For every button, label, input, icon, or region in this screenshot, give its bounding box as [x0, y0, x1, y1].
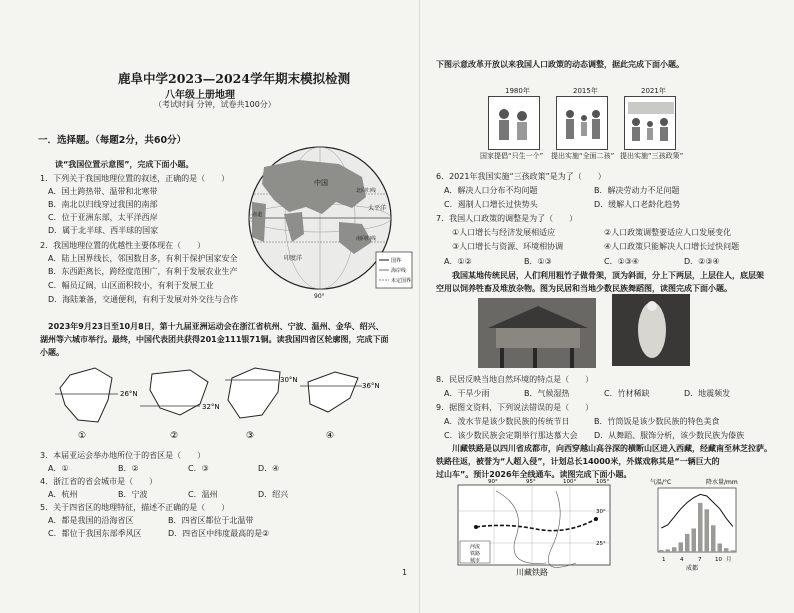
x-tick-label: 1	[662, 557, 666, 563]
x-unit-label: 月	[726, 557, 732, 563]
globe-label-equator: 赤道	[252, 212, 263, 218]
option-c[interactable]: C．幅员辽阔，山区面积较小，有利于发展工业	[48, 281, 214, 290]
option-a[interactable]: A．干旱少雨	[444, 389, 490, 398]
intro-text: 空用以饲养牲畜及堆放杂物。图为民居和当地少数民族舞蹈图，读图完成下面小题。	[436, 284, 732, 293]
railway-lon-label: 100°	[563, 479, 577, 485]
chart-plot-area	[658, 488, 736, 552]
globe-map	[244, 142, 414, 300]
policy-caption-1980: 国家提倡“只生一个”	[480, 152, 544, 160]
option-c[interactable]: C．该少数民族会定期举行那达慕大会	[444, 431, 578, 440]
option-d[interactable]: D．四省区中纬度最高的是②	[168, 529, 270, 538]
globe-label-china: 中国	[314, 179, 328, 187]
precip-bar	[692, 529, 697, 553]
climate-city-label: 成都	[686, 565, 699, 572]
railway-lon-label: 105°	[596, 479, 610, 485]
option-b[interactable]: B．竹筒饭是该少数民族的特色美食	[594, 417, 720, 426]
intro-text: 川藏铁路是以四川省成都市，向西穿越山高谷深的横断山区进入西藏，经藏南至林芝拉萨。	[452, 444, 772, 453]
statement-2: ②人口政策调整要适应人口发展变化	[604, 228, 732, 237]
railway-lon-label: 90°	[488, 479, 498, 485]
exam-info: （考试时间 分钟，试卷共100分）	[154, 100, 276, 109]
legend-city: 城市	[470, 558, 481, 564]
section-heading: 一．选择题。（每题2分，共60分）	[38, 135, 187, 146]
question-stem: 7．我国人口政策的调整是为了（ ）	[436, 214, 578, 223]
legend-undefined-border: 未定国界	[391, 278, 412, 284]
precip-bar	[685, 534, 690, 552]
precip-bar	[698, 503, 703, 552]
statement-1: ①人口增长与经济发展相适应	[452, 228, 556, 237]
legend-river: 河流	[470, 544, 481, 550]
railway-lat-label: 25°	[596, 541, 606, 547]
lat-label-30n: 30°N	[280, 376, 298, 384]
option-b[interactable]: B．四省区都位于北温带	[168, 516, 254, 525]
globe-label-indian: 印度洋	[284, 255, 303, 262]
option-b[interactable]: B．气候湿热	[524, 389, 570, 398]
option-a[interactable]: A．都是我国的沿海省区	[48, 516, 134, 525]
dancer-photo	[612, 294, 690, 366]
option-d[interactable]: D．绍兴	[258, 490, 289, 499]
option-d[interactable]: D．地震频发	[684, 389, 731, 398]
page-divider	[419, 0, 420, 613]
province-outlines	[40, 360, 380, 442]
lat-label-32n: 32°N	[202, 403, 220, 411]
precip-bar	[705, 509, 710, 552]
intro-text: 过山车”。预计2026年全线通车。读图完成下面小题。	[436, 470, 632, 479]
precip-bar	[718, 544, 723, 553]
stilt-house-photo	[478, 298, 596, 368]
lat-label-36n: 36°N	[362, 382, 380, 390]
question-stem: 3．本届亚运会举办地所位于的省区是（ ）	[40, 451, 206, 460]
question-stem: 6．2021年我国实施“三孩政策”是为了（ ）	[436, 172, 606, 181]
option-a[interactable]: A．泼水节是该少数民族的传统节日	[444, 417, 570, 426]
option-d[interactable]: D．属于北半球、西半球的国家	[48, 226, 159, 235]
railway-lat-label: 30°	[596, 509, 606, 515]
question-stem: 2．我国地理位置的优越性主要体现在（ ）	[40, 241, 206, 250]
intro-text: 2023年9月23日至10月8日，第十九届亚洲运动会在浙江省杭州、宁波、温州、金华、绍兴、	[48, 322, 384, 331]
exam-subtitle: 八年级上册地理	[165, 90, 235, 101]
option-a[interactable]: A．杭州	[48, 490, 78, 499]
statement-3: ③人口增长与资源、环境相协调	[452, 242, 564, 251]
precip-bar	[659, 550, 664, 552]
option-b[interactable]: B．②	[118, 464, 139, 473]
option-c[interactable]: C．①③④	[604, 257, 640, 266]
intro-text: 铁路往返，被誉为“人超入侵”，计划总长14000米，外媒戏称其是“一辆巨大的	[436, 457, 720, 466]
option-c[interactable]: C．都位于我国东部季风区	[48, 529, 142, 538]
policy-caption-2015: 提出实施“全面二孩”	[551, 152, 615, 160]
option-a[interactable]: A．陆上国界线长，邻国数目多，有利于保护国家安全	[48, 254, 238, 263]
province-number-4: ④	[326, 431, 335, 441]
exam-title: 鹿阜中学2023—2024学年期末模拟检测	[118, 71, 351, 86]
option-a[interactable]: A．①	[48, 464, 69, 473]
option-c[interactable]: C．竹材稀缺	[604, 389, 650, 398]
temp-axis-label: 气温/°C	[650, 479, 672, 486]
intro-text: 读“我国位置示意图”，完成下面小题。	[55, 160, 194, 169]
option-b[interactable]: B．宁波	[118, 490, 148, 499]
province-number-1: ①	[78, 431, 87, 441]
legend-border: 国界	[391, 258, 402, 264]
policy-figures	[488, 96, 678, 150]
railway-map	[456, 477, 616, 579]
intro-text: 下图示意改革开放以来我国人口政策的动态调整，据此完成下面小题。	[436, 60, 684, 69]
province-number-3: ③	[246, 431, 255, 441]
policy-caption-2021: 提出实施“三孩政策”	[620, 152, 684, 160]
option-b[interactable]: B．南北以归线穿过我国的南部	[48, 200, 158, 209]
question-stem: 5．关于四省区的地理特征，描述不正确的是（ ）	[40, 503, 230, 512]
province-number-2: ②	[170, 431, 179, 441]
precip-bar	[672, 547, 677, 552]
statement-4: ④人口政策只能解决人口增长过快问题	[604, 242, 740, 251]
intro-text: 湖州等六城市举行。最终，中国代表团共获得201金111银71铜。读我国四省区轮廓图，完成下面	[40, 335, 389, 344]
globe-label-south-tropic: 南回归线	[356, 236, 377, 242]
option-b[interactable]: B．东西距离长，跨经度范围广，有利于发展农业生产	[48, 267, 238, 276]
intro-text: 我国某地传统民居，人们利用粗竹子做骨架，顶为斜面，分上下两层，上层住人，底层架	[452, 271, 764, 280]
intro-text: 小题。	[40, 348, 64, 357]
option-c[interactable]: C．遏制人口增长过快势头	[444, 200, 538, 209]
globe-meridian: 90°	[314, 293, 325, 300]
precip-bar	[731, 550, 736, 552]
precip-axis-label: 降水量/mm	[706, 479, 738, 486]
option-d[interactable]: D．②③④	[684, 257, 720, 266]
legend-railway: 铁路	[470, 551, 481, 557]
option-d[interactable]: D．缓解人口老龄化趋势	[594, 200, 681, 209]
x-tick-label: 7	[698, 557, 702, 563]
x-tick-label: 10	[715, 557, 722, 563]
question-stem: 1．下列关于我国地理位置的叙述，正确的是（ ）	[40, 174, 230, 183]
option-d[interactable]: D．从舞蹈、服饰分析，该少数民族为傣族	[594, 431, 745, 440]
climate-chart	[642, 476, 770, 572]
policy-year-1980: 1980年	[505, 87, 530, 95]
x-tick-label: 4	[680, 557, 684, 563]
option-c[interactable]: C．温州	[188, 490, 218, 499]
question-stem: 8．民居反映当地自然环境的特点是（ ）	[436, 375, 594, 384]
question-stem: 4．浙江省的省会城市是（ ）	[40, 477, 158, 486]
legend-coastline: 海岸线	[391, 268, 407, 274]
option-c[interactable]: C．③	[188, 464, 209, 473]
page-number: 1	[402, 568, 408, 577]
railway-map-title: 川藏铁路	[516, 568, 548, 577]
option-d[interactable]: D．海陆兼备，交通便利，有利于发展对外交往与合作	[48, 295, 239, 304]
globe-label-pacific: 太平洋	[368, 205, 387, 212]
globe-label-north-tropic: 北回归线	[356, 188, 377, 194]
option-a[interactable]: A．国土跨热带、温带和北寒带	[48, 187, 158, 196]
option-d[interactable]: D．④	[258, 464, 280, 473]
option-a[interactable]: A．解决人口分布不均问题	[444, 186, 538, 195]
policy-year-2015: 2015年	[573, 87, 598, 95]
railway-lon-label: 95°	[526, 479, 536, 485]
lat-label-26n: 26°N	[120, 390, 138, 398]
precip-bar	[724, 548, 729, 552]
option-c[interactable]: C．位于亚洲东部，太平洋西岸	[48, 213, 158, 222]
question-stem: 9．据图文资料，下列说法错误的是（ ）	[436, 403, 594, 412]
option-b[interactable]: B．解决劳动力不足问题	[594, 186, 680, 195]
option-b[interactable]: B．①③	[524, 257, 552, 266]
precip-bar	[711, 525, 716, 552]
precip-bar	[679, 542, 684, 552]
option-a[interactable]: A．①②	[444, 257, 472, 266]
policy-year-2021: 2021年	[641, 87, 666, 95]
precip-bar	[666, 549, 671, 552]
